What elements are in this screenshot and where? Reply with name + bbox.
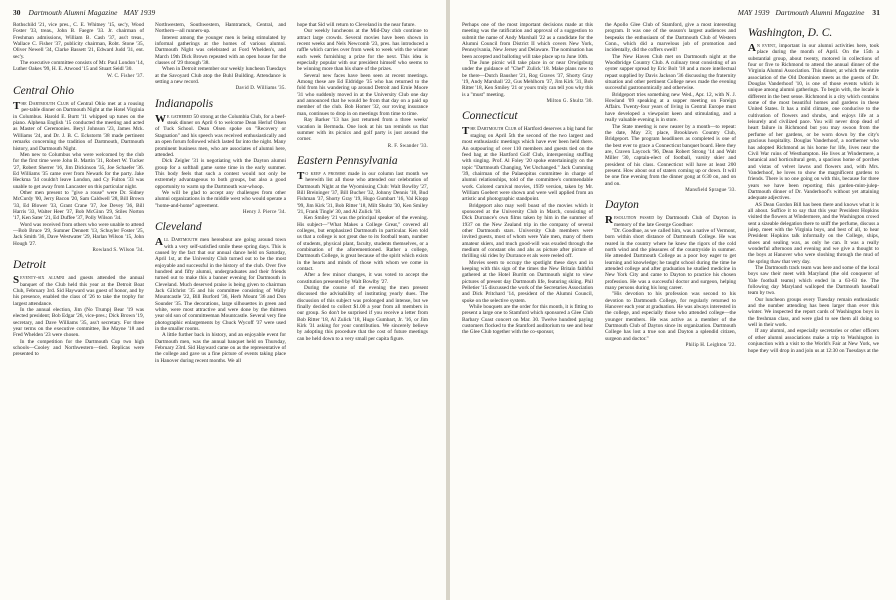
article-paragraph <box>605 22 736 54</box>
paragraph-text: After a few minor changes, it was voted to accept the constitution presented by Walt Bowlby '27. <box>297 272 428 285</box>
paragraph-text: Our luncheon groups every Tuesday remain enthusiastic and the number attending has been larger than ever this winter. We inspected the report cards of Washington boys in the freshman class, and were glad to see them all doing so well in their work. <box>748 296 879 329</box>
article-paragraph <box>13 190 144 222</box>
paragraph-text: A little further back in history, and an enjoyable event for Dartmouth men, was the annual banquet held on Thursday, February 23rd. Sid Hayward came on as the representative of the college and gave us a fine picture of events taking place in Hanover during recent months. We all <box>155 332 286 364</box>
section-heading: Central Ohio <box>13 85 75 98</box>
article-paragraph <box>297 272 428 285</box>
drop-cap: T <box>13 100 21 113</box>
article-paragraph <box>13 339 144 358</box>
drop-cap: T <box>297 169 305 182</box>
left-column-2 <box>155 22 286 596</box>
author-signature: Philip H. Leighton '22. <box>685 343 736 349</box>
paragraph-text: Interest among the younger men is being stimulated by informal gatherings at the homes of various alumni. Dartmouth Night was celebrated at Ford Whelden's, and March 19th Dick Brown repeated with an open house for the classes of '29 through '38. <box>155 34 286 67</box>
section-heading: Washington, D. C. <box>748 27 833 39</box>
article-paragraph <box>297 171 428 215</box>
paragraph-text: Bridgeport also may well boast of the movies which it sponsored at the University Club in March, consisting of Dick Durrance's own films taken by him in the summer of 1937 on the New Zealand trip in the company of several other Dartmouth stars. University Club members were invited guests, most of whom were Yale men, many of them amateur skiers, and much good-will was exuded through the medium of constant ohs and ahs as picture after picture of thrilling ski rides by Durrance et als were reeled off. <box>462 202 593 260</box>
paragraph-text: of Hartford deserves a big hand for staging on April 5th the second of the two largest and most enthusiastic meetings which have ever been held there. An outpouring of over 110 members and guests tied on the feed bag at the Hartford Golf Club, interspersing stuffing with singing. Prof. Al Foley '20 spoke entertainingly on the topic "Dartmouth Changing, Yet Unchanged." Jack Cumming '39, chairman of the Palaeopitus committee in charge of alumni relationships, told of the committee's commendable work. Colored carnival movies, 1939 version, taken by Mr. William Goebert were shown and were well applied from an artistic and photographic standpoint. <box>462 126 593 203</box>
section-heading: Cleveland <box>155 221 202 234</box>
left-running-date: MAY 1939 <box>123 8 156 17</box>
article-paragraph <box>297 117 428 142</box>
right-running-title: Dartmouth Alumni Magazine <box>775 8 865 17</box>
lead-in-text: ll Dartmouth <box>163 237 198 244</box>
article-paragraph <box>748 328 879 353</box>
left-running-title: Dartmouth Alumni Magazine <box>28 8 118 17</box>
lead-in-text: esolution passed <box>613 215 655 222</box>
article-paragraph <box>13 101 144 152</box>
paragraph-text: Northwestern, Southwestern, Hamtramck, Central, and Northern—all runners-up. <box>155 22 286 35</box>
paragraph-text: Ken Smiley '21 was the principal speaker of the evening. His subject—"What Makes a College Great," covered all colleges, but emphasized Dartmouth in particular. Ken told us that a college is not great due to its football team, number of students, physical plant, faculty, students themselves, or a combination of the aforementioned. Rather a college, Dartmouth College, is great because of the spirit which exists in the hearts and minds of those with whom we come in contact. <box>297 215 428 273</box>
paragraph-text: The New Haven Club met on Dartmouth night at the Woodbridge Country Club. A culinary treat consisting of an oyster supper spread by Eric Bolt '18 and a more intellectual repast supplied by Davis Jackson '36 discussing the fraternity situation and other pertinent College news made the evening successful gastronomically and otherwise. <box>605 53 736 92</box>
article-paragraph <box>155 158 286 190</box>
article-paragraph <box>605 124 736 187</box>
paragraph-text: During the course of the evening the men present discussed the advisability of instituting yearly dues. The discussion of this subject was prolonged and intense, but we finally decided to collect $1.00 a year from all members in our group. So don't be surprised if you receive a letter from Bob Ritter '18, Al Zulick '18, Hugo Gumbart, Jr. '16, or Jim Kirk '31 asking for your contribution. We sincerely believe by adopting this procedure that the cost of future meetings can be held down to a very small per capita figure. <box>297 285 428 342</box>
left-page <box>0 0 446 600</box>
article-paragraph <box>297 285 428 342</box>
article-paragraph <box>462 304 593 336</box>
article-paragraph <box>297 28 428 72</box>
paragraph-text: In the competition for the Dartmouth Cup two high schools—Cooley and Northwestern—tied. Replicas were presented to <box>13 338 144 358</box>
article-paragraph <box>13 222 144 247</box>
section-heading: Dayton <box>605 199 639 212</box>
author-signature: David D. Williams '35. <box>235 86 286 92</box>
article-paragraph <box>155 190 286 209</box>
paragraph-text: "His devotion to his profession was second to his devotion to Dartmouth College, for regularly returned to Hanover each year at graduation. He was always interested in the college, and especially those who attended college—the younger members. He was active as a member of the Dartmouth Club of Dayton since its organization. Dartmouth College has lost a true son and Dayton a splendid citizen, surgeon and doctor." <box>605 291 736 342</box>
article-paragraph <box>605 54 736 92</box>
paragraph-text: AS Dean Gordon Bill has been there and knows what it is all about. Suffice it to say that this year President Hopkins visited the flowers at Windermere, and the Washington crowd sent a sizeable delegation there to sniff the perfume, discuss a julep, meet with the Virginia boys, and best of all, to hear President Hopkins talk informally on the College, ships, shoes and sealing wax, as only he can. It was a really wonderful afternoon and evening and we give a thought to the boys at Hanover who were sloshing through the mud of the spring thaw that very day. <box>748 201 879 265</box>
paragraph-text: Other men present to "give a rouse" were Dr. Sidney McCurdy '00, Jerry Bacon '20, Sam Caldwell '28, Bill Brown '33, Ed Blower '33, Grant Crane '37, Joe Devey '36, Bill Harris '33, Walter Heer '37, Bob McGinn '29, Stiles Norton '17, Ken Sater '21, Ed Duffee '37, Polly Wilson '34. <box>13 189 144 222</box>
drop-cap: R <box>605 214 613 227</box>
article-paragraph <box>462 203 593 260</box>
section-heading: Detroit <box>13 259 46 272</box>
author-signature: Milton G. Shultz '30. <box>546 99 593 105</box>
article-paragraph <box>297 215 428 272</box>
article-paragraph <box>155 332 286 364</box>
paragraph-text: Ray Barker '13 has just returned from a three weeks' vacation in Bermuda. One look at his tan reminds us that summer with its picnics and golf party is just around the corner. <box>297 117 428 143</box>
article-paragraph <box>155 22 286 35</box>
left-column-3 <box>297 22 428 596</box>
article-paragraph <box>605 228 736 291</box>
article-paragraph <box>462 22 593 60</box>
article-paragraph <box>748 202 879 265</box>
article-paragraph <box>155 237 286 332</box>
article-paragraph <box>13 275 144 307</box>
paragraph-text: Men new to Columbus who were welcomed by the club for the first time were John B. Martin '31, Robert W. Tucker '27, Robert Sherrer '16, Jim Dickinson '35, Joe Schaefer '36. Ed Williams '35 came over from Newark for the party. Jake Heckma '34 couldn't leave London, and Cy Fulton '33 was unable to get away from Lancaster on this particular night. <box>13 151 144 190</box>
right-running-date: MAY 1939 <box>737 8 770 17</box>
paragraph-text: hope that Sid will return to Cleveland in the near future. <box>297 22 416 28</box>
drop-cap: A <box>155 236 163 249</box>
paragraph-text: The June picnic will take place in or near Orwigsburg under the guidance of "Chef" Zulick '18. Make plans now to be there—Dutch Bausher '21, Rog Graves '37, Shorty Gray '19, Andy Marshall '22, Gus Mehlhorn '37, Jim Kirk '31, Bob Ritter '18, Ken Smiley '21 or yours truly can tell you why this is a "must" meeting. <box>462 60 593 98</box>
author-signature: Henry J. Pierce '34. <box>242 209 286 215</box>
lead-in-text: he Dartmouth Club <box>470 126 517 133</box>
left-running-head <box>13 8 155 17</box>
lead-in-text: n event, <box>756 43 777 49</box>
article-paragraph <box>155 35 286 67</box>
article-paragraph <box>462 260 593 304</box>
article-paragraph <box>13 22 144 60</box>
paragraph-text: We will be glad to accept any challenges from other alumni organizations in the middle west who would operate a "home-and-home" agreement. <box>155 189 286 209</box>
paragraph-text: Several new faces have been seen at recent meetings. Among these are Ed Eldridge '35 who has returned to the fold from his wandering up around Detroit and Ernie Moore '31 who suddenly moved in at the University Club one day and announced that he would be from that day on a paid up member of the club. Bob Homer '32, our roving insurance man, continues to drop in on meetings from time to time. <box>297 72 428 117</box>
author-signature: R. F. Swander '33. <box>387 143 428 149</box>
article-paragraph <box>605 92 736 124</box>
right-page <box>450 0 896 600</box>
right-column-3 <box>748 22 879 596</box>
article-paragraph <box>605 215 736 228</box>
article-paragraph <box>155 66 286 85</box>
drop-cap: T <box>462 125 470 138</box>
paragraph-text: The State meeting is now nearer by a month—to repeat: the date, May 23; place, Brooklawn Country Club, Bridgeport. The program headliners as completed is one of the best ever to grace a Connecticut banquet board. Here they are, Craven Laycock '96, Dean Robert Strong '14 and Walt Miller '30, captain-elect of football, varsity skier and president of his class. Connecticut will have at least 200 present. How about out of staters coming up or down. It will be one fine evening from the dinner gong at 6:30 on, and on and on. <box>605 123 736 187</box>
left-page-number: 30 <box>13 8 21 17</box>
right-page-number: 31 <box>872 8 880 17</box>
drop-cap: W <box>155 112 166 125</box>
article-paragraph <box>462 60 593 98</box>
lead-in-text: e gathered <box>167 113 193 120</box>
section-heading: Eastern Pennsylvania <box>297 154 398 167</box>
article-paragraph <box>155 114 286 158</box>
paragraph-text: important in our alumni activities here, took place during the month of April. On the 15th a substantial group, about twenty, motored in collections of four or five to Richmond to attend the annual dinner of the Virginia Alumni Association. This dinner, at which the entire association of the Old Dominion meets as the guests of Dr. Douglas Vanderhoof '10, is one of those events which is unique among alumni gatherings. To begin with, the locale is different in the best sense. Richmond is a city which contains some of the most beautiful homes and gardens in these United States. It has a mild climate, one conducive to the cultivation of flowers and shrubs, and enjoys life at a leisurely and civilized pace. You will never drop dead of heart failure in Richmond but you may swoon from the perfume of her gardens, or be worn down by the city's gracious hospitality. Douglas Vanderhoof, a northerner who has adopted Richmond as his home for life, lives near the Civil War ruins of Westhampton. He lives at Windermere, a botanical and horticultural gem, a spacious home of porches and vistas of velvet lawns and flowers and, with Mrs. Vanderhoof, he loves to show the magnificent gardens to friends. There is no one going on with this, because for three years we have been reporting this garden-mint-julep-Dartmouth dinner of Dr. Vanderhoof's without yet attaining adequate adjectives. <box>748 43 879 202</box>
paragraph-text: men hereabout are going around town with a very self-satisfied smile these spring days. This is caused by the fact that our annual dance held on Saturday, April 1st, at the University Club turned out to be the most enjoyable and successful in the history of the club. Over five hundred and fifty alumni, undergraduates and their friends turned out to make this a banner evening for Dartmouth in Cleveland. Much deserved praise is being given to chairman Jack Gilchrist '35 and his committee consisting of Wally Mountcastle '22, Bill Burford '36, Herb Mount '36 and Don Sounder '35. The decorations, large silhouettes in green and white, were most attractive and were done by the thirteen year old son of committeeman Mountcastle. Several very fine photographic enlargements by Chuck Wycoff '37 were used in the smaller rooms. <box>155 237 286 333</box>
lead-in-text: he Dartmouth Club <box>21 101 69 108</box>
author-signature: Mansfield Sprague '33. <box>685 187 736 193</box>
paragraph-text: Word was received from others who were unable to attend—Bob Bruce '29, Sumner Dennett '13, Schuyler Foster '25, Jack Smith '36, Dave Westwater '29, Harlan Wilson '15, John Hough '27. <box>13 221 144 247</box>
paragraph-text: The executive committee consists of Mr. Paul London '14, Luther Oakes '99, H. E. Atwood '15 and Stuart Seidl '30. <box>13 60 144 73</box>
paragraph-text: the Apollo Glee Club of Stamford, give a most interesting program. It was one of the season's largest audiences and bespeaks the enthusiasm of the Dartmouth Club of Western Conn., which did a marvelous job of promotion and incidentally, did the coffers swell! <box>605 22 736 54</box>
article-paragraph <box>13 307 144 339</box>
paragraph-text: made in our column last month we herewith list all those who attended our celebration of Dartmouth Night at the Wyomissing Club: Walt Bowlby '27, Bill Breininger '37, Bill Bucher '32, Johnny Dennis '18, Bud Fishman '37, Shorty Gray '19, Hugo Gumbart '16, Val Klopp '99, Jim Kirk '31, Bob Ritter '18, Milt Shultz '30, Ken Smiley '21, Frank Tingle' 30, and Al Zulick '18. <box>297 170 428 215</box>
left-column-1 <box>13 22 144 596</box>
paragraph-text: Our weekly luncheons at the Mid-Day club continue to attract large crowds. Several movies have been shown in recent weeks and Nels Newcomb '23, pres. has introduced a raffle which carries over from week to week with the winner each week furnishing a prize for the next. This idea is especially popular with our president himself who seems to be winning more than his share of the prizes. <box>297 28 428 73</box>
article-paragraph <box>13 60 144 73</box>
right-column-2 <box>605 22 736 596</box>
paragraph-text: Perhaps one of the most important decisions made at this meeting was the ratification and approval of a suggestion to submit the name of Andy Marshall '22 as a candidate for the Alumni Council from District II which covers New York, Pennsylvania, New Jersey and Delaware. The nomination has been accepted and balloting will take place up to June 10th. <box>462 22 593 60</box>
paragraph-text: Dick Zeigler '31 is negotiating with the Dayton alumni group for a softball game some time in the early summer. This body feels that such a contest would not only be extremely advantageous to both groups, but also a good opportunity to warm up the Dartmouth war-whoop. <box>155 158 286 190</box>
lead-in-text: o keep a promise <box>305 170 346 177</box>
paragraph-text: Rothschild '21, vice pres., C. E. Whitney '15, sec'y, Wood Foster '33, treas., John B. Faegre '33. Jr. chairman of Freshman admissions, William B. Cash '37, ass't treas., Wallace C. Fisher '37, publicity chairman, Robt. Stone '35, Oliver Newell '34, Clarke Bassett '21, Edward Judd '31, ent. sec'y. <box>13 22 144 60</box>
lead-in-text: eventy-six alumni <box>20 275 65 282</box>
article-paragraph <box>605 291 736 342</box>
article-paragraph <box>748 297 879 329</box>
paragraph-text: and guests attended the annual banquet of the Club held this year at the Detroit Boat Club, February 3rd. Sid Hayward was guest of honor, and by his presence, enabled the class of '26 to take the trophy for largest attendance. <box>13 275 144 307</box>
paragraph-text: of Central Ohio met at a rousing per-table dinner on Dartmouth Night at the Hotel Virginia in Columbus. Harold E. Burtt '11 whipped up tunes on the piano. Alphena English '15 conducted the meeting and acted as Master of Ceremonies. Beryl Johnson '23, James Mck. Williams '24, and Dr. J. B. C. Eckstorm '38 made pertinent remarks concerning the tradition of Dartmouth, Dartmouth history, and Dartmouth Night. <box>13 101 144 152</box>
article-paragraph <box>462 126 593 202</box>
section-heading: Indianapolis <box>155 97 214 110</box>
right-column-1 <box>462 22 593 596</box>
section-heading: Connecticut <box>462 110 518 123</box>
author-signature: W. C. Fisher '37. <box>107 73 144 79</box>
right-running-head <box>738 8 880 17</box>
author-signature: Rowland S. Wilson '34. <box>92 248 144 253</box>
article-paragraph <box>297 73 428 117</box>
paragraph-text: The Dartmouth track team was here and some of the local boys saw their meet with Maryland (the old conqueror of Yale football teams) which ended in a 63-63 tie. The following day Maryland walloped the Dartmouth baseball team by two. <box>748 265 879 297</box>
paragraph-text: While bouquets are the order for this month, it is fitting to present a large one to Stamford which sponsored a Glee Club Barbary Coast concert on Mar. 30. Twelve hundred paying customers flocked to the Stamford auditorium to see and hear the Glee Club together with the co-sponsor, <box>462 304 593 336</box>
article-paragraph <box>748 43 879 202</box>
paragraph-text: by Dartmouth Club of Dayton in memory of the late George Goodhue: <box>613 215 736 228</box>
paragraph-text: When in Detroit remember our weekly luncheon Tuesdays at the Savoyard Club atop the Buhl Building. Attendance is setting a new record. <box>155 66 286 86</box>
paragraph-text: If any alumni, and especially secretaries or other officers of other alumni associations make a trip to Washington in conjunction with a visit to the World's Fair at New York, we hope they will drop in and join us at 12:30 on Tuesdays at the <box>748 328 879 354</box>
article-paragraph <box>748 265 879 297</box>
article-paragraph <box>13 152 144 190</box>
drop-cap: S <box>13 274 20 287</box>
paragraph-text: Movies seem to occupy the spotlight these days and in keeping with this sign of the times the New Britain faithful gathered at the Hotel Burritt on Dartmouth night to view pictures of present day Dartmouth life, featuring skiing. Phil Pelletier '15 discussed the work of the Secretaries Association and Dick Pritchard '14, president of the Alumni Council, spoke on the selective system. <box>462 259 593 304</box>
drop-cap: A <box>748 42 756 54</box>
paragraph-text: "Dr. Goodhue, as we called him, was a native of Vermont, born within short distance of Dartmouth College. He was reared in the country where he knew the rigors of the cold north wind and the pleasures of the countryside in summer. He attended Dartmouth College as a poor boy eager to get learning and knowledge; he taught school during the time he attended college and after graduation he studied medicine in New York City and came to Dayton to practice his chosen profession. He was a successful doctor and surgeon, helping many persons during his long career. <box>605 227 736 292</box>
paragraph-text: Bridgeport tries something new Wed., Apr. 12, with N. J. Howland '09 speaking at a supper meeting on Foreign Affairs. Twenty-four years of living in Central Europe must have developed a viewpoint keen and stimulating, and a really valuable evening is in store. <box>605 91 736 124</box>
paragraph-text: 50 strong at the Columbia Club, for a beef-steak dinner on April 6 to welcome Dean Herluf Olsen of Tuck School. Dean Olsen spoke on "Recovery or Stagnation" and his speech was received enthusiastically and an open forum followed which lasted far into the night. Many prominent business men, who are associates of alumni here, attended. <box>155 113 286 158</box>
paragraph-text: In the annual election, Jim (No Trump) Bear '19 was elected president; Bob Edgar '26, vice-pres.; Dick Brown '19, secretary, and Dave Williams '35, ass't secretary. For three year terms on the executive committee, Ike Mayne '18 and Fred Whelden '23 were chosen. <box>13 307 144 339</box>
